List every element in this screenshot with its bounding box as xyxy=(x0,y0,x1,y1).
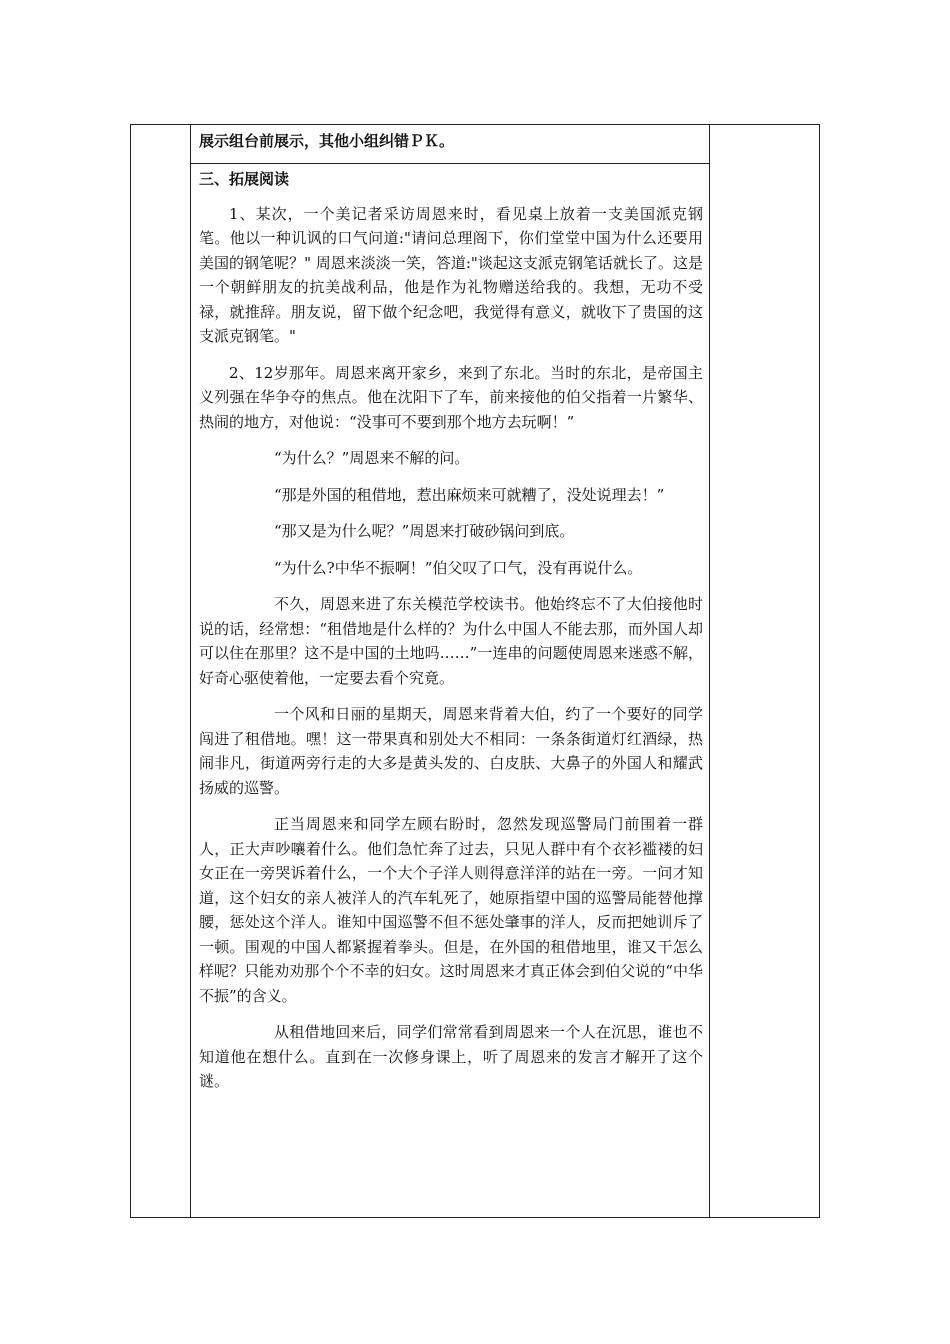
paragraph-1: 1、某次，一个美记者采访周恩来时，看见桌上放着一支美国派克钢笔。他以一种讥讽的口气问道:"请问总理阁下，你们堂堂中国为什么还要用美国的钢笔呢？" 周恩来淡淡一笑，答道:"谈起这支派克钢笔话就长了。这是一个朝鲜朋友的抗美战利品，他是作为礼物赠送给我的。我想，无功不受禄，就推辞。朋友说，留下做个纪念吧，我觉得有意义，就收下了贵国的这支派克钢笔。" xyxy=(199,204,703,345)
row-extended-reading-cell xyxy=(199,167,703,1106)
paragraph-9: 正当周恩来和同学左顾右盼时，忽然发现巡警局门前围着一群人，正大声吵嚷着什么。他们急忙奔了过去，只见人群中有个衣衫褴褛的妇女正在一旁哭诉着什么，一个大个子洋人则得意洋洋的站在一旁。一问才知道，这个妇女的亲人被洋人的汽车轧死了，她原指望中国的巡警局能替他撑腰，惩处这个洋人。谁知中国巡警不但不惩处肇事的洋人，反而把她训斥了一顿。围观的中国人都紧握着拳头。但是，在外国的租借地里，谁又干怎么样呢？只能劝劝那个个不幸的妇女。这时周恩来才真正体会到伯父说的“中华不振”的含义。 xyxy=(199,815,703,1005)
column-divider-right xyxy=(709,125,710,1217)
column-divider-left xyxy=(190,125,191,1217)
paragraph-10: 从租借地回来后，同学们常常看到周恩来一个人在沉思，谁也不知道他在想什么。直到在一次修身课上，听了周恩来的发言才解开了这个谜。 xyxy=(199,1023,703,1090)
section-heading: 三、拓展阅读 xyxy=(199,170,290,188)
row-presentation-cell xyxy=(199,129,703,154)
paragraph-8: 一个风和日丽的星期天，周恩来背着大伯，约了一个要好的同学闯进了租借地。嘿！这一带果真和别处大不相同：一条条街道灯红酒绿，热闹非凡，街道两旁行走的大多是黄头发的、白皮肤、大鼻子的外国人和耀武扬威的巡警。 xyxy=(199,705,703,797)
paragraph-4: “那是外国的租借地，惹出麻烦来可就糟了，没处说理去！” xyxy=(274,485,665,504)
paragraph-7: 不久，周恩来进了东关模范学校读书。他始终忘不了大伯接他时说的话，经常想：“租借地是什么样的？为什么中国人不能去那，而外国人却可以住在那里？这不是中国的土地吗……”一连串的问题使周恩来迷惑不解，好奇心驱使着他，一定要去看个究竟。 xyxy=(199,595,703,687)
paragraph-2: 2、12岁那年。周恩来离开家乡，来到了东北。当时的东北，是帝国主义列强在华争夺的焦点。他在沈阳下了车，前来接他的伯父指着一片繁华、热闹的地方，对他说：“没事可不要到那个地方去玩啊！” xyxy=(199,363,703,431)
paragraph-3: “为什么？”周恩来不解的问。 xyxy=(274,449,470,467)
row-divider xyxy=(190,163,709,164)
paragraph-6: “为什么?中华不振啊！”伯父叹了口气，没有再说什么。 xyxy=(274,558,643,577)
lesson-table xyxy=(130,124,820,1218)
paragraph-5: “那又是为什么呢？”周恩来打破砂锅问到底。 xyxy=(274,522,575,540)
presentation-text: 展示组台前展示，其他小组纠错ＰＫ。 xyxy=(199,132,455,150)
